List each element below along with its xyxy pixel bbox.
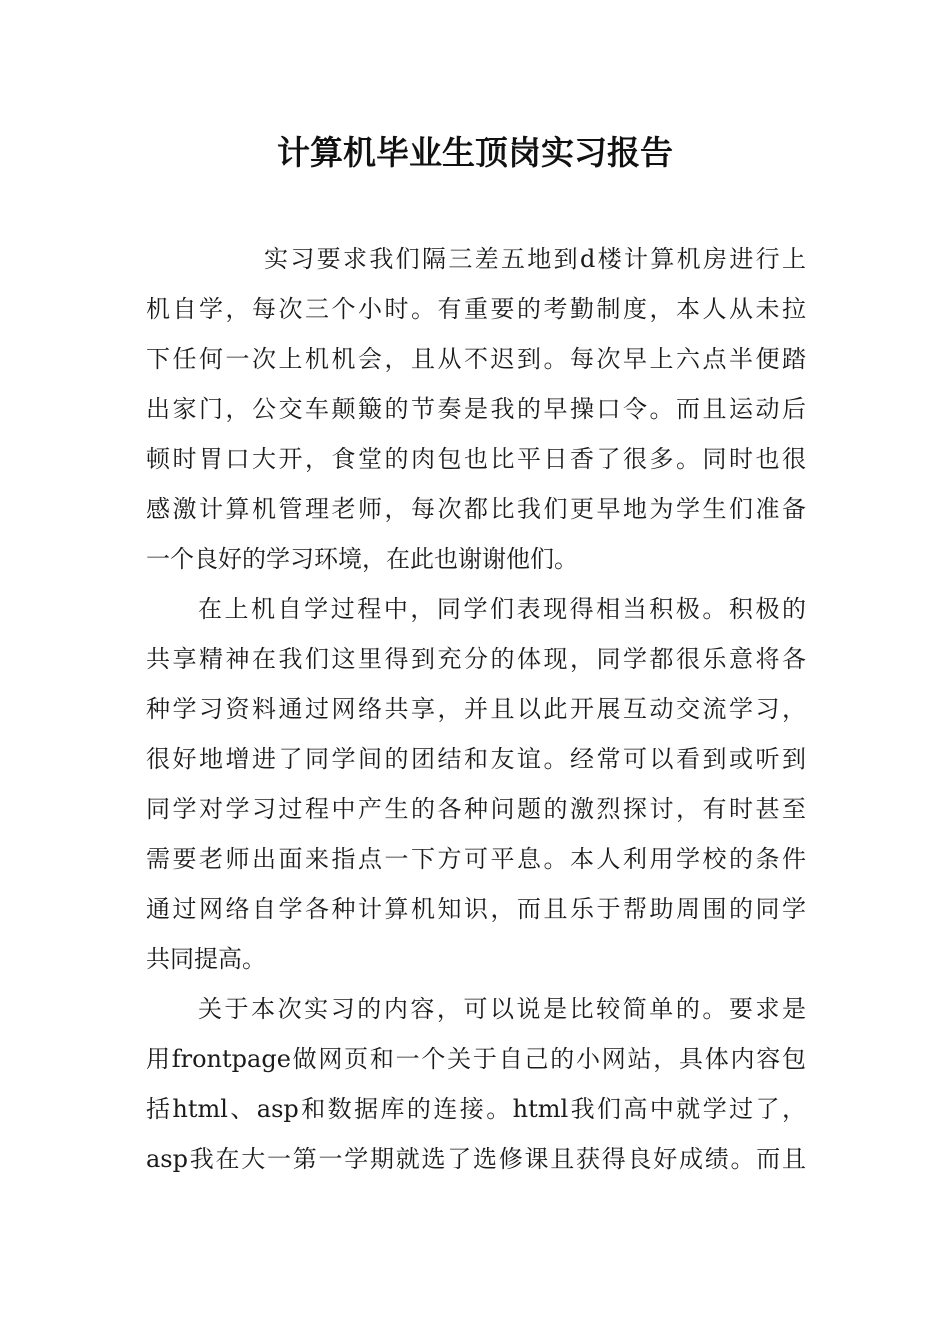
- paragraph-1-line-2: 机自学，每次三个小时。有重要的考勤制度，本人从未拉: [146, 295, 806, 323]
- paragraph-1-line-3: 下任何一次上机机会，且从不迟到。每次早上六点半便踏: [146, 345, 806, 373]
- paragraph-2-line-1: 在上机自学过程中，同学们表现得相当积极。积极的: [198, 595, 806, 623]
- paragraph-2-line-4: 很好地增进了同学间的团结和友谊。经常可以看到或听到: [146, 745, 806, 773]
- paragraph-2-line-6: 需要老师出面来指点一下方可平息。本人利用学校的条件: [146, 845, 806, 873]
- paragraph-2-line-5: 同学对学习过程中产生的各种问题的激烈探讨，有时甚至: [146, 795, 806, 823]
- paragraph-2-line-7: 通过网络自学各种计算机知识，而且乐于帮助周围的同学: [146, 895, 806, 923]
- paragraph-2-line-3: 种学习资料通过网络共享，并且以此开展互动交流学习，: [146, 695, 806, 723]
- document-title: 计算机毕业生顶岗实习报告: [277, 133, 673, 172]
- paragraph-2-line-2: 共享精神在我们这里得到充分的体现，同学都很乐意将各: [146, 645, 806, 673]
- paragraph-3-line-4: asp我在大一第一学期就选了选修课且获得良好成绩。而且: [146, 1145, 806, 1173]
- paragraph-1-line-1: 实习要求我们隔三差五地到d楼计算机房进行上: [264, 245, 806, 273]
- paragraph-1-line-4: 出家门，公交车颠簸的节奏是我的早操口令。而且运动后: [146, 395, 806, 423]
- paragraph-1-line-6: 感激计算机管理老师，每次都比我们更早地为学生们准备: [146, 495, 806, 523]
- paragraph-3-line-1: 关于本次实习的内容，可以说是比较简单的。要求是: [198, 995, 806, 1023]
- paragraph-1-line-7: 一个良好的学习环境，在此也谢谢他们。: [146, 545, 578, 573]
- paragraph-2-line-8: 共同提高。: [146, 945, 266, 973]
- paragraph-1-line-5: 顿时胃口大开，食堂的肉包也比平日香了很多。同时也很: [146, 445, 806, 473]
- paragraph-3-line-2: 用frontpage做网页和一个关于自己的小网站，具体内容包: [146, 1045, 806, 1073]
- paragraph-3-line-3: 括html、asp和数据库的连接。html我们高中就学过了，: [146, 1095, 806, 1123]
- document-body: [146, 234, 806, 1184]
